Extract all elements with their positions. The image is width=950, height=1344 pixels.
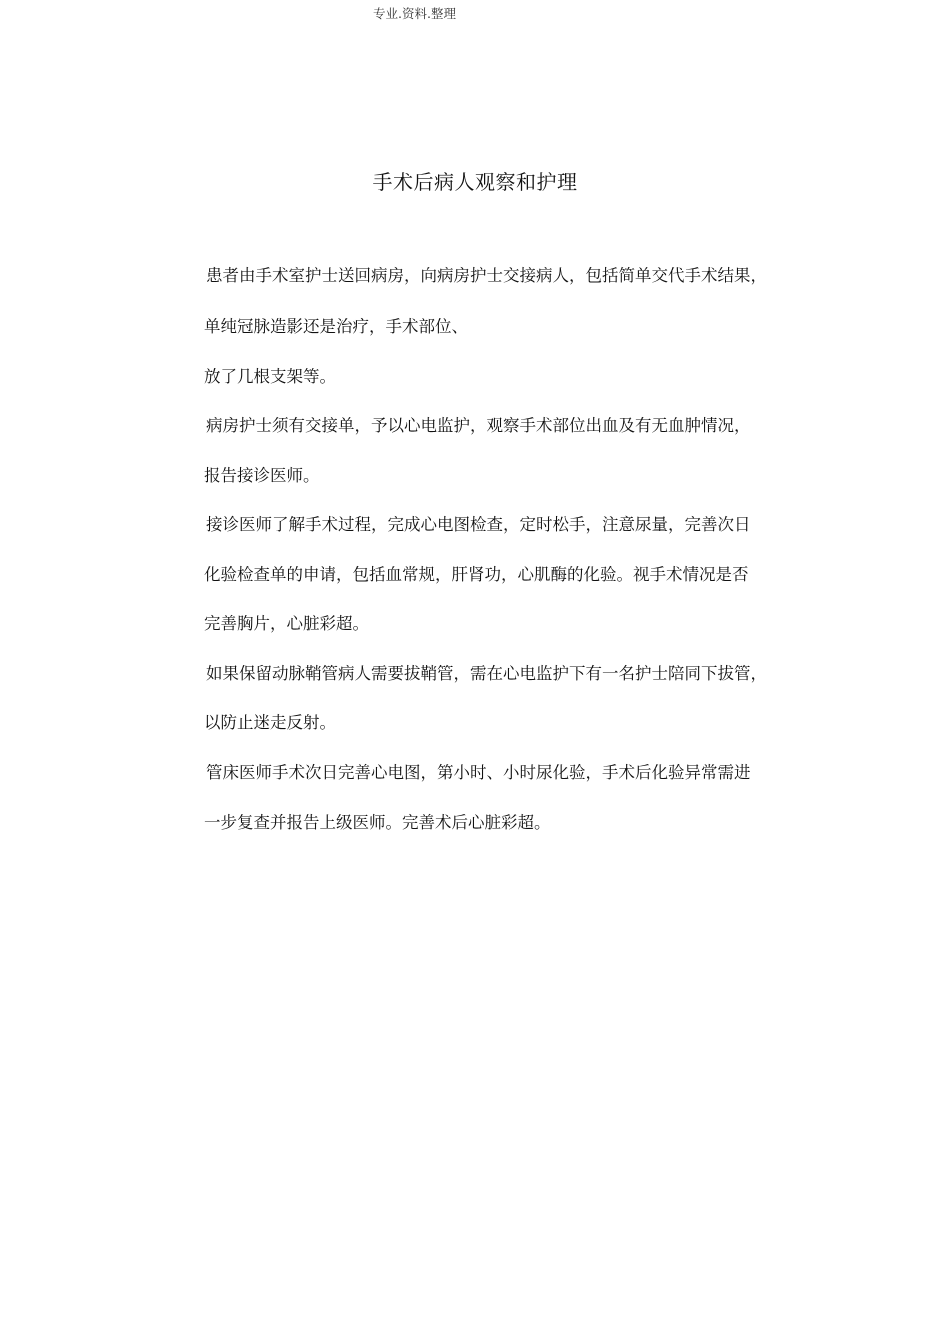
- paragraph-line: 患者由手术室护士送回病房，向病房护士交接病人，包括简单交代手术结果，: [206, 266, 767, 285]
- paragraph-line: 单纯冠脉造影还是治疗，手术部位、: [204, 317, 468, 336]
- paragraph-line: 放了几根支架等。: [204, 367, 336, 386]
- paragraph-line: 报告接诊医师。: [204, 466, 320, 485]
- paragraph-line: 化验检查单的申请，包括血常规，肝肾功，心肌酶的化验。视手术情况是否: [204, 565, 749, 584]
- document-title: 手术后病人观察和护理: [372, 170, 578, 194]
- paragraph-line: 管床医师手术次日完善心电图，第小时、小时尿化验，手术后化验异常需进: [206, 763, 751, 782]
- paragraph-line: 如果保留动脉鞘管病人需要拔鞘管，需在心电监护下有一名护士陪同下拔管，: [206, 664, 767, 683]
- paragraph-line: 一步复查并报告上级医师。完善术后心脏彩超。: [204, 813, 551, 832]
- paragraph-line: 接诊医师了解手术过程，完成心电图检查，定时松手，注意尿量，完善次日: [206, 515, 751, 534]
- paragraph-line: 完善胸片，心脏彩超。: [204, 614, 369, 633]
- header-watermark-note: 专业.资料.整理: [373, 6, 456, 21]
- paragraph-line: 以防止迷走反射。: [204, 713, 336, 732]
- paragraph-line: 病房护士须有交接单，予以心电监护，观察手术部位出血及有无血肿情况，: [206, 416, 751, 435]
